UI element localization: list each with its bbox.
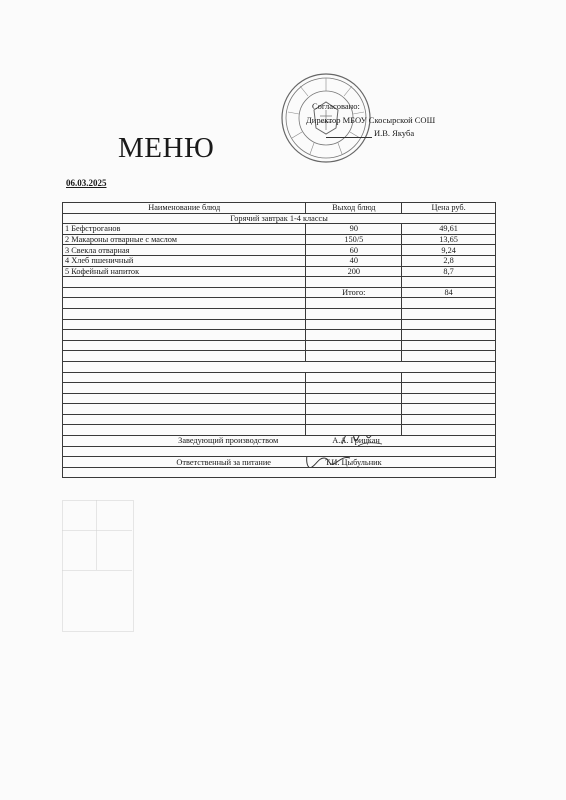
dish-price: 8,7 (402, 266, 496, 277)
column-header-portion: Выход блюд (306, 203, 402, 214)
empty-row (63, 414, 496, 425)
dish-name: 2 Макароны отварные с маслом (63, 234, 306, 245)
empty-row (63, 330, 496, 341)
empty-row (63, 308, 496, 319)
empty-row (63, 319, 496, 330)
empty-row (63, 277, 496, 288)
table-header-row (63, 203, 496, 214)
menu-date: 06.03.2025 (66, 178, 107, 188)
signature-row-production (63, 436, 496, 447)
scan-show-through (62, 500, 134, 632)
menu-table (62, 202, 496, 478)
table-row (63, 266, 496, 277)
empty-row (63, 298, 496, 309)
total-value: 84 (402, 287, 496, 298)
dish-price: 2,8 (402, 255, 496, 266)
empty-row (63, 446, 496, 457)
dish-portion: 40 (306, 255, 402, 266)
dish-portion: 90 (306, 224, 402, 235)
signature-row-nutrition (63, 457, 496, 468)
empty-row (63, 351, 496, 362)
dish-name: 3 Свекла отварная (63, 245, 306, 256)
signature-line (176, 458, 381, 467)
dish-name: 1 Бефстроганов (63, 224, 306, 235)
table-row (63, 234, 496, 245)
handwritten-signature-icon (338, 436, 388, 447)
dish-portion: 200 (306, 266, 402, 277)
approval-signatory: И.В. Якуба (312, 127, 435, 141)
approval-position: Директор МБОУ Скосырской СОШ (306, 114, 436, 125)
table-row (63, 245, 496, 256)
column-header-dish: Наименование блюд (63, 203, 306, 214)
dish-portion: 60 (306, 245, 402, 256)
table-section-row (63, 213, 496, 224)
empty-row (63, 467, 496, 478)
dish-portion: 150/5 (306, 234, 402, 245)
dish-price: 49,61 (402, 224, 496, 235)
scan-show-through (96, 500, 98, 570)
empty-row (63, 340, 496, 351)
nutrition-name: Т.И. Цыбульник (325, 457, 382, 467)
empty-row (63, 383, 496, 394)
page-title: МЕНЮ (118, 132, 215, 164)
empty-row (63, 425, 496, 436)
approval-label: Согласовано: (312, 101, 360, 111)
empty-row (63, 372, 496, 383)
dish-name: 4 Хлеб пшеничный (63, 255, 306, 266)
total-label: Итого: (306, 287, 402, 298)
section-title: Горячий завтрак 1-4 классы (63, 213, 496, 224)
column-header-price: Цена руб. (402, 203, 496, 214)
empty-row (63, 404, 496, 415)
empty-row (63, 393, 496, 404)
dish-name: 5 Кофейный напиток (63, 266, 306, 277)
handwritten-signature-icon (294, 457, 354, 468)
table-row (63, 224, 496, 235)
empty-row (63, 361, 496, 372)
table-row (63, 255, 496, 266)
dish-price: 9,24 (402, 245, 496, 256)
production-name: А.А. Грицкан (332, 436, 380, 446)
dish-price: 13,65 (402, 234, 496, 245)
approval-block (306, 100, 436, 141)
signature-line (178, 436, 380, 445)
nutrition-role: Ответственный за питание (176, 457, 271, 467)
scan-show-through (62, 570, 132, 572)
total-row (63, 287, 496, 298)
production-role: Заведующий производством (178, 436, 279, 446)
